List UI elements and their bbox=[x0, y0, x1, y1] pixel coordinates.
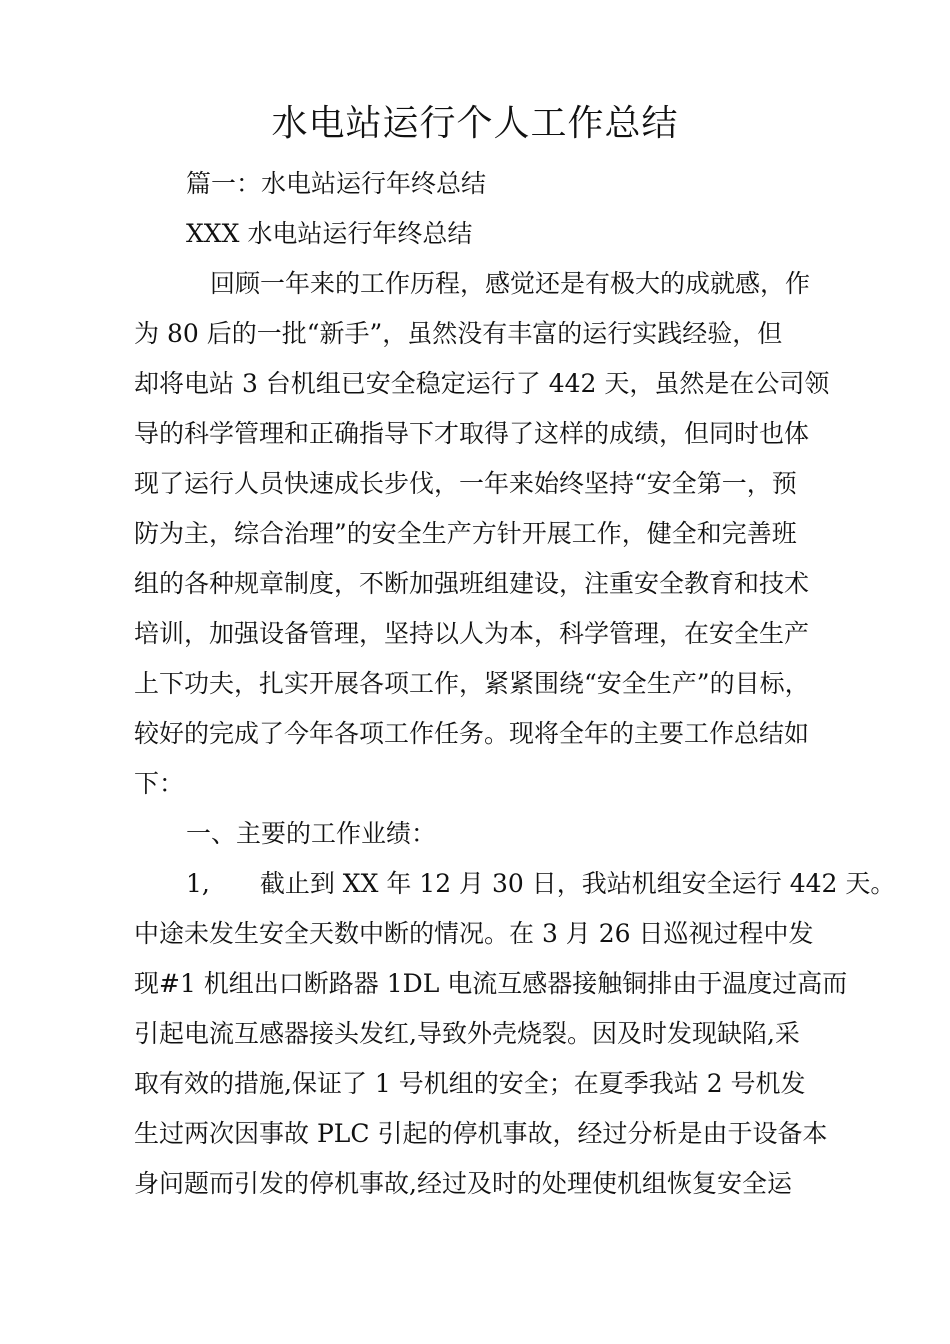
item-line: 中途未发生安全天数中断的情况。在 3 月 26 日巡视过程中发 bbox=[134, 919, 814, 948]
subtitle-line: 篇一：水电站运行年终总结 bbox=[186, 169, 487, 198]
paragraph-line: 组的各种规章制度，不断加强班组建设，注重安全教育和技术 bbox=[134, 569, 810, 598]
paragraph-line: 上下功夫，扎实开展各项工作，紧紧围绕“安全生产”的目标， bbox=[134, 669, 810, 698]
paragraph-line: 导的科学管理和正确指导下才取得了这样的成绩，但同时也体 bbox=[134, 419, 810, 448]
paragraph-line: 现了运行人员快速成长步伐，一年来始终坚持“安全第一，预 bbox=[134, 469, 797, 498]
paragraph-line: 为 80 后的一批“新手”，虽然没有丰富的运行实践经验，但 bbox=[134, 319, 783, 348]
paragraph-line: 防为主，综合治理”的安全生产方针开展工作，健全和完善班 bbox=[134, 519, 797, 548]
section-heading: 一、主要的工作业绩： bbox=[186, 819, 437, 848]
paragraph-line: 较好的完成了今年各项工作任务。现将全年的主要工作总结如 bbox=[134, 719, 810, 748]
item-line: 现#1 机组出口断路器 1DL 电流互感器接触铜排由于温度过高而 bbox=[134, 969, 848, 998]
paragraph-line: 回顾一年来的工作历程，感觉还是有极大的成就感，作 bbox=[210, 269, 811, 298]
item-line: 引起电流互感器接头发红,导致外壳烧裂。因及时发现缺陷,采 bbox=[134, 1019, 800, 1048]
item-line: 生过两次因事故 PLC 引起的停机事故，经过分析是由于设备本 bbox=[134, 1119, 828, 1148]
heading-line: XXX 水电站运行年终总结 bbox=[186, 219, 473, 248]
paragraph-line: 却将电站 3 台机组已安全稳定运行了 442 天，虽然是在公司领 bbox=[134, 369, 830, 398]
paragraph-line: 培训，加强设备管理，坚持以人为本，科学管理，在安全生产 bbox=[134, 619, 810, 648]
paragraph-line: 下： bbox=[134, 769, 185, 798]
item-line: 取有效的措施,保证了 1 号机组的安全；在夏季我站 2 号机发 bbox=[134, 1069, 806, 1098]
item-line: 1, 截止到 XX 年 12 月 30 日，我站机组安全运行 442 天。 bbox=[186, 869, 896, 898]
item-line: 身问题而引发的停机事故,经过及时的处理使机组恢复安全运 bbox=[134, 1169, 792, 1198]
document-title: 水电站运行个人工作总结 bbox=[271, 103, 679, 144]
